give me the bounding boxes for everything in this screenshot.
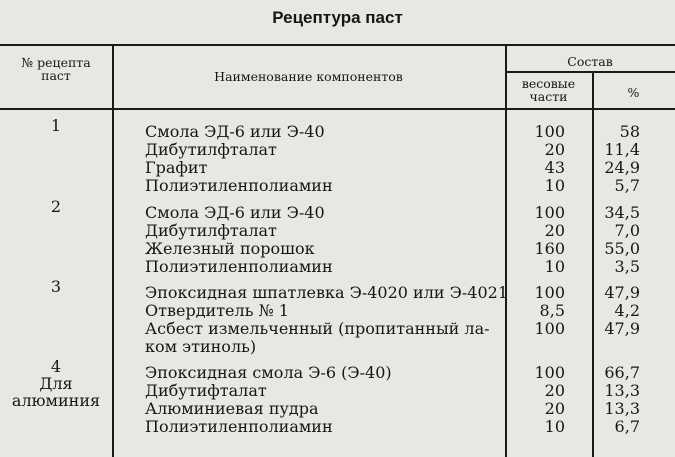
percent-value: 66,7	[604, 363, 640, 382]
recipe-number-line: 3	[50, 277, 62, 296]
header-composition: Состав	[567, 54, 613, 69]
component-name: Асбест измельченный (пропитанный ла-	[145, 319, 490, 338]
component-name: Полиэтиленполиамин	[145, 257, 333, 276]
weight-parts-value: 20	[544, 140, 565, 159]
percent-value: 34,5	[604, 203, 640, 222]
component-name: Дибутифталат	[145, 381, 267, 400]
recipe-number	[0, 358, 112, 409]
percent-value: 6,7	[614, 417, 640, 436]
percent-value: 55,0	[604, 239, 640, 258]
percent-value: 24,9	[604, 158, 640, 177]
top-rule	[0, 44, 675, 46]
weight-parts-value: 8,5	[539, 301, 565, 320]
weight-parts-value: 160	[534, 239, 565, 258]
component-name: Графит	[145, 158, 208, 177]
header-component-name: Наименование компонентов	[214, 69, 403, 84]
percent-value: 58	[619, 122, 640, 141]
component-name: Дибутилфталат	[145, 140, 277, 159]
header-recipe-no: № рецепта паст	[21, 55, 91, 83]
recipe-number	[0, 198, 112, 215]
weight-parts-value: 100	[534, 283, 565, 302]
weight-parts-value: 100	[534, 363, 565, 382]
percent-value: 13,3	[604, 381, 640, 400]
percent-value: 13,3	[604, 399, 640, 418]
header-weight-parts: весовые части	[521, 76, 576, 104]
component-name: Алюминиевая пудра	[145, 399, 319, 418]
weight-parts-value: 20	[544, 399, 565, 418]
component-name: Полиэтиленполиамин	[145, 176, 333, 195]
recipe-number-line: 2	[50, 197, 62, 216]
percent-value: 47,9	[604, 319, 640, 338]
weight-parts-value: 10	[544, 176, 565, 195]
percent-value: 3,5	[614, 257, 640, 276]
weight-parts-value: 100	[534, 122, 565, 141]
column-divider-1	[112, 46, 114, 457]
recipe-number	[0, 278, 112, 295]
header-bottom-rule	[0, 108, 675, 110]
header-percent: %	[627, 85, 640, 100]
weight-parts-value: 20	[544, 221, 565, 240]
component-name: Смола ЭД-6 или Э-40	[145, 122, 325, 141]
weight-parts-value: 43	[544, 158, 565, 177]
table-title: Рецептура паст	[272, 8, 403, 27]
recipe-number-line: 1	[50, 116, 62, 135]
composition-rule	[505, 71, 675, 73]
weight-parts-value: 10	[544, 417, 565, 436]
percent-value: 5,7	[614, 176, 640, 195]
percent-value: 47,9	[604, 283, 640, 302]
percent-value: 4,2	[614, 301, 640, 320]
component-name: Дибутилфталат	[145, 221, 277, 240]
component-name: Эпоксидная смола Э-6 (Э-40)	[145, 363, 392, 382]
component-name: ком этиноль)	[145, 337, 257, 356]
component-name: Отвердитель № 1	[145, 301, 289, 320]
percent-value: 7,0	[614, 221, 640, 240]
percent-value: 11,4	[604, 140, 640, 159]
weight-parts-value: 100	[534, 319, 565, 338]
component-name: Железный порошок	[145, 239, 315, 258]
component-name: Смола ЭД-6 или Э-40	[145, 203, 325, 222]
recipe-number-line: алюминия	[11, 391, 101, 410]
component-name: Эпоксидная шпатлевка Э-4020 или Э-4021	[145, 283, 508, 302]
recipe-number-line: Для	[39, 374, 73, 393]
component-name: Полиэтиленполиамин	[145, 417, 333, 436]
weight-parts-value: 100	[534, 203, 565, 222]
recipe-number-line: 4	[50, 357, 62, 376]
weight-parts-value: 10	[544, 257, 565, 276]
weight-parts-value: 20	[544, 381, 565, 400]
recipe-number	[0, 117, 112, 134]
